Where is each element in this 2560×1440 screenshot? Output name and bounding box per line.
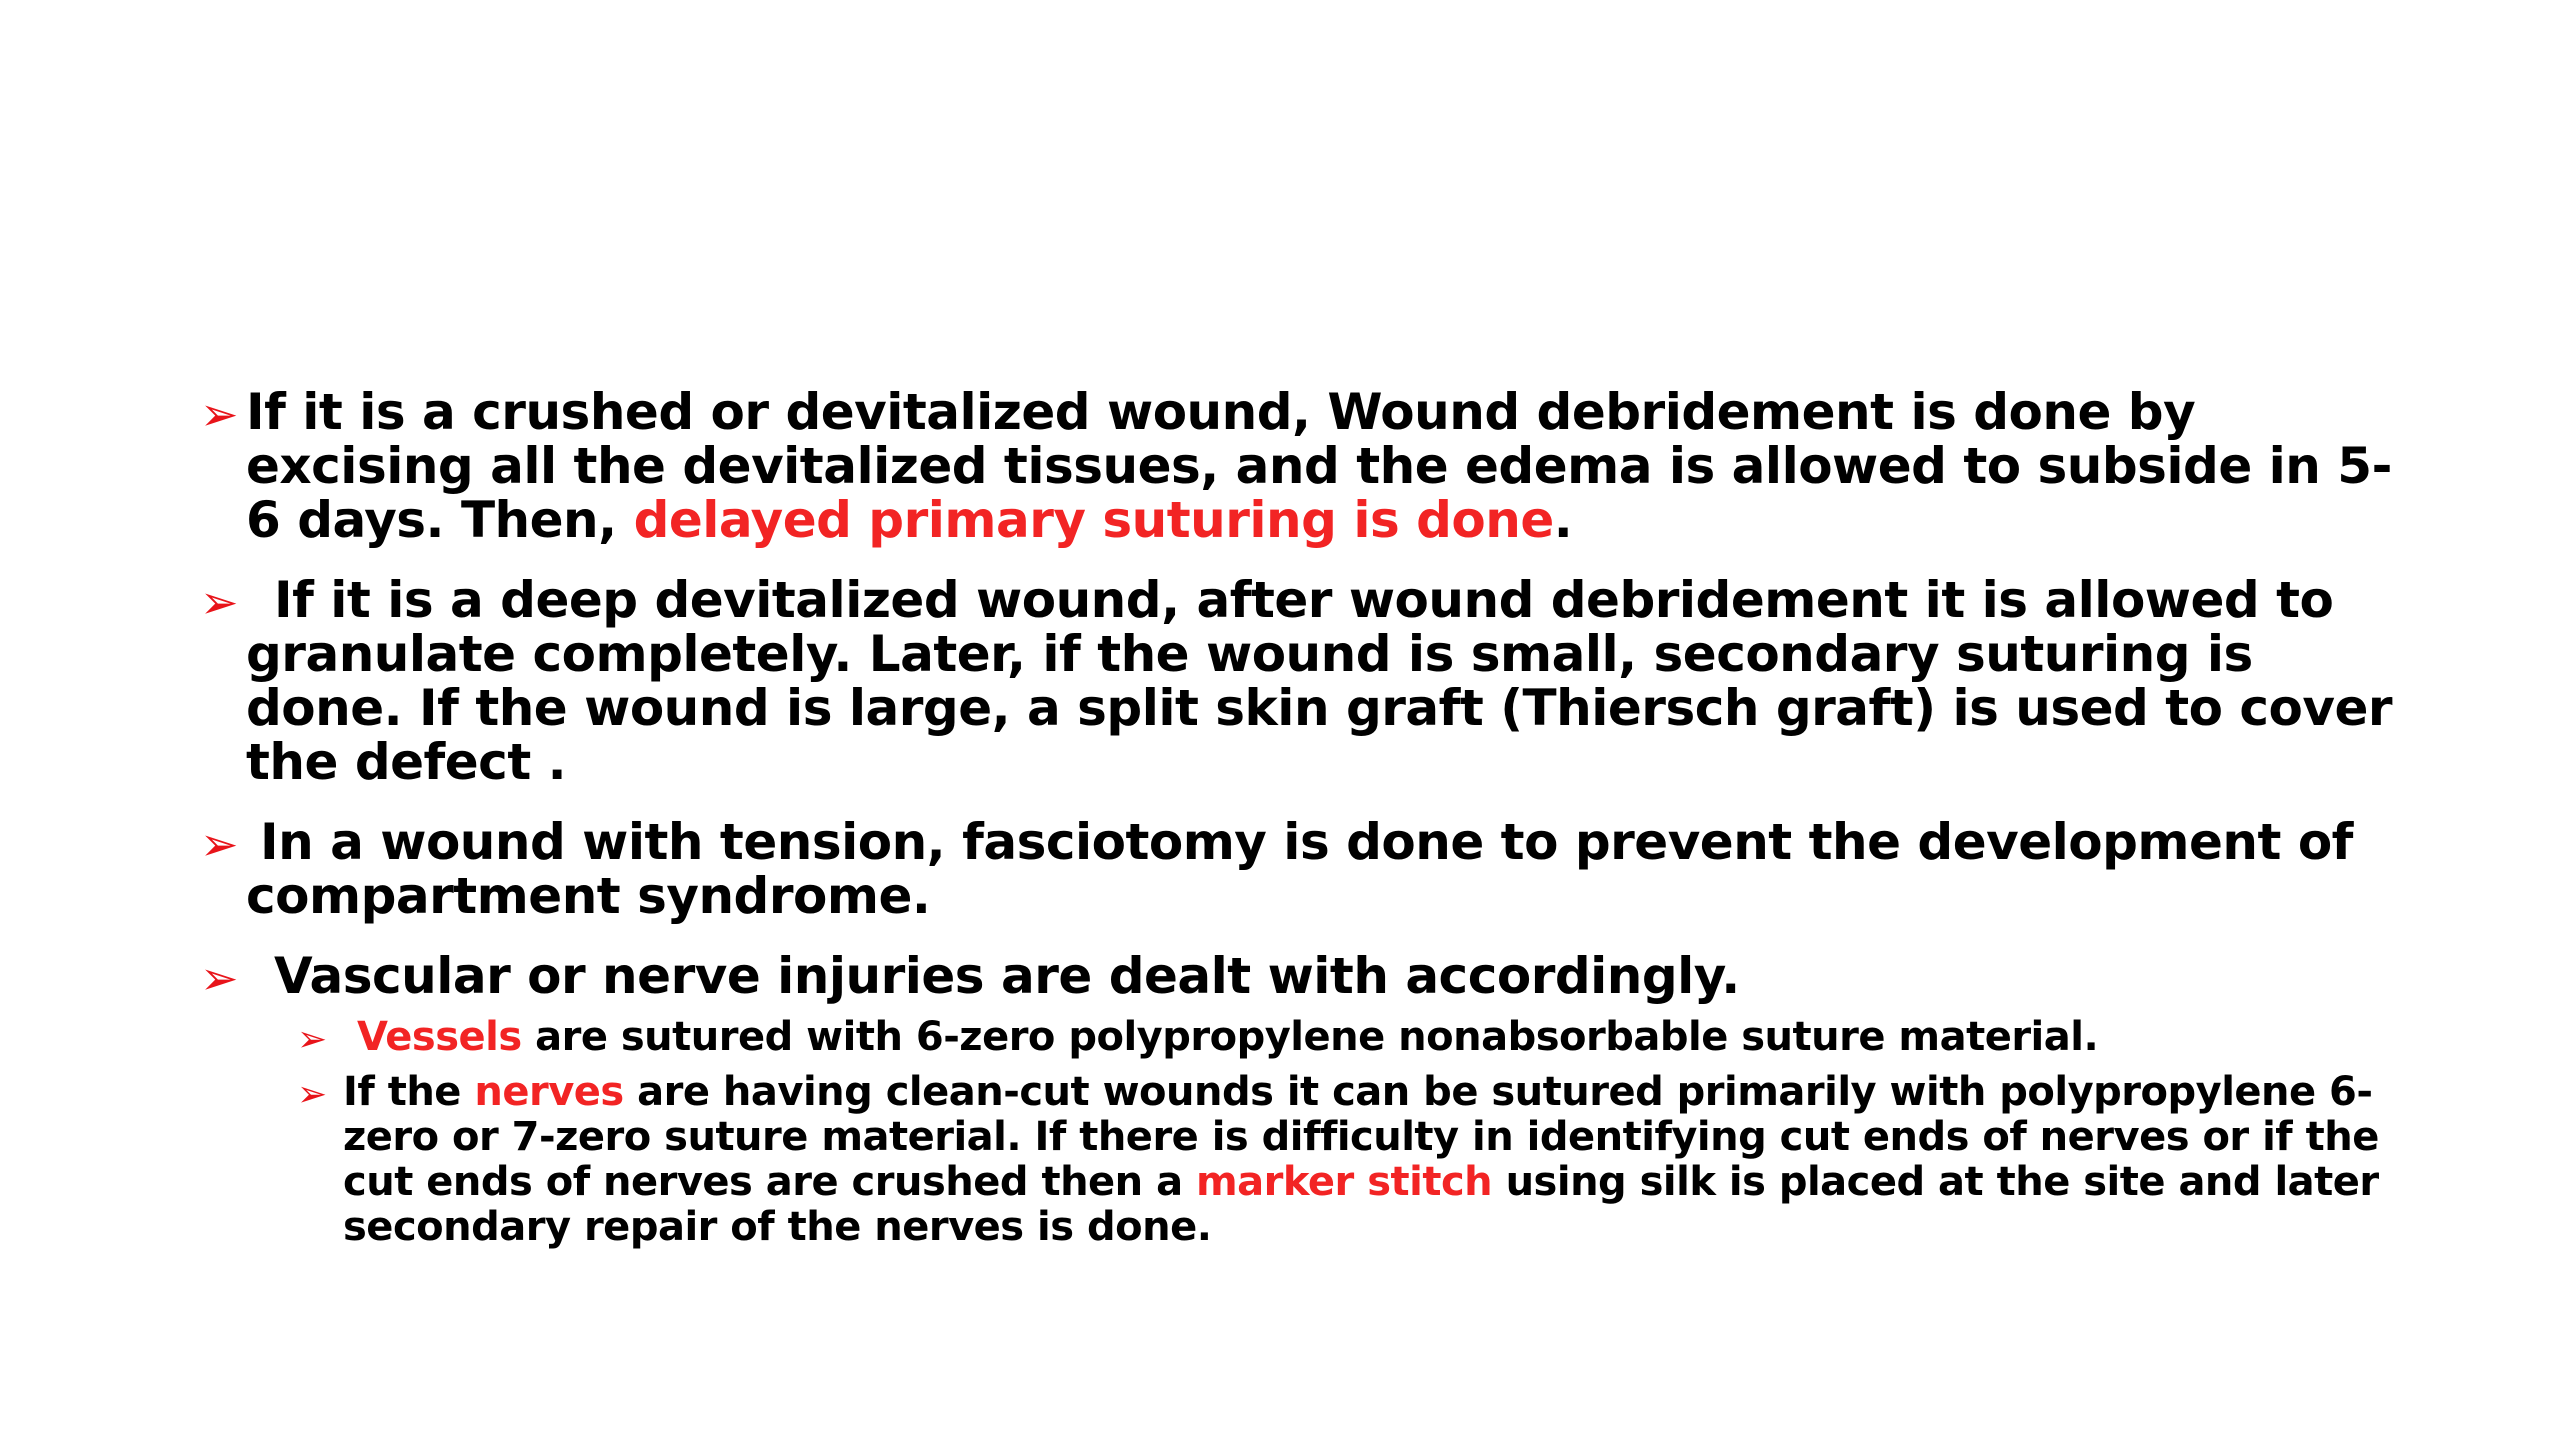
sub-bullet-text: are sutured with 6-zero polypropylene nonabsorbable suture material. (521, 1014, 2099, 1060)
bullet-item-crushed-wound (200, 385, 2400, 547)
sub-bullet-text: If the (343, 1069, 475, 1115)
arrow-bullet-icon: ➢ (297, 1019, 327, 1060)
sub-bullet-text-end: using silk is placed at the site and later secondary repair of the nerves is done. (343, 1159, 2379, 1250)
bullet-item-tension-wound (200, 815, 2400, 923)
bullet-highlight: delayed primary suturing is done (633, 491, 1554, 549)
arrow-bullet-icon: ➢ (200, 951, 239, 1005)
bullet-item-deep-wound (200, 573, 2400, 789)
bullet-list (200, 385, 2400, 1260)
sub-bullet-highlight-marker-stitch: marker stitch (1196, 1159, 1493, 1205)
bullet-text: In a wound with tension, fasciotomy is done to prevent the development of compartment syndrome. (246, 813, 2353, 925)
bullet-text: If it is a deep devitalized wound, after wound debridement it is allowed to granulate completely. Later, if the wound is small, secondary suturing is done. If the wound is large, a split skin graft (Thiersch graft) is used to cover the defect . (246, 571, 2393, 791)
bullet-text: Vascular or nerve injuries are dealt with accordingly. (274, 947, 1740, 1005)
bullet-text: If it is a crushed or devitalized wound, Wound debridement is done by excising all the devitalized tissues, and the edema is allowed to subside in 5-6 days. Then, (246, 383, 2392, 549)
arrow-bullet-icon: ➢ (297, 1074, 327, 1115)
arrow-bullet-icon: ➢ (200, 817, 239, 871)
arrow-bullet-icon: ➢ (200, 387, 239, 441)
sub-bullet-vessels (200, 1015, 2400, 1060)
arrow-bullet-icon: ➢ (200, 575, 239, 629)
bullet-item-vascular-nerve (200, 949, 2400, 1003)
sub-bullet-nerves (200, 1070, 2400, 1250)
sub-bullet-highlight-nerves: nerves (474, 1069, 624, 1115)
sub-bullet-highlight: Vessels (357, 1014, 522, 1060)
bullet-text-end: . (1553, 491, 1573, 549)
sub-bullet-text-middle: are having clean-cut wounds it can be sutured primarily with polypropylene 6-zero or 7-zero suture material. If there is difficulty in identifying cut ends of nerves or if the cut ends of nerves are crushed then a (343, 1069, 2379, 1205)
